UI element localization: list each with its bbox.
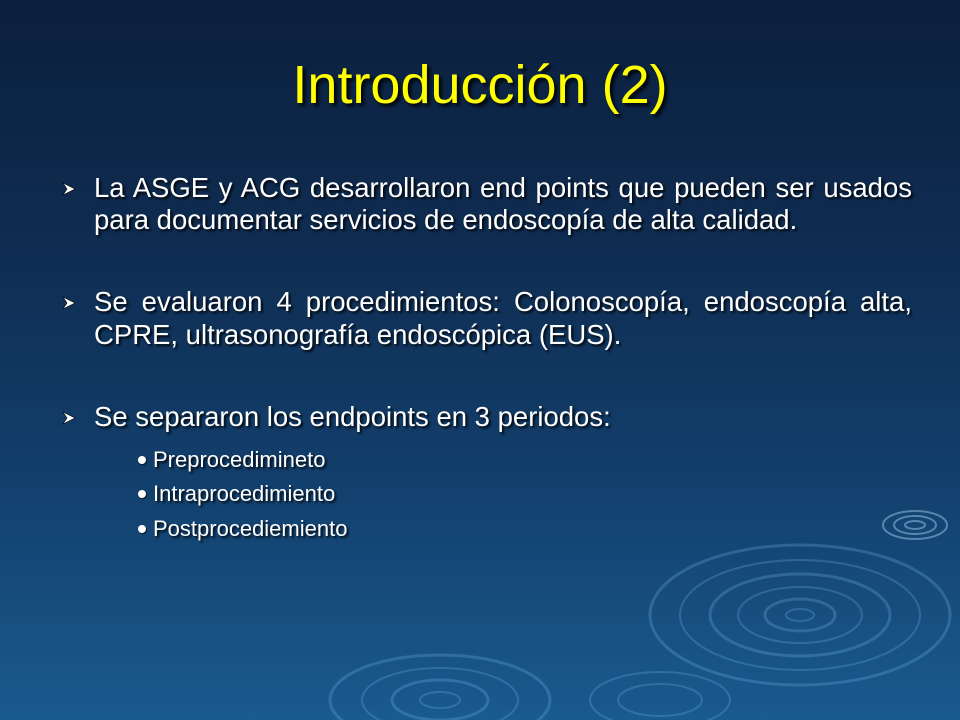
bullet-text: Se separaron los endpoints en 3 periodos: xyxy=(94,400,611,432)
arrowhead-bullet-icon xyxy=(62,411,76,425)
bullet-text: La ASGE y ACG desarrollaron end points que pueden ser usados para documentar servicios de endoscopía de alta calidad. xyxy=(94,172,912,236)
round-dot-bullet-icon xyxy=(138,525,146,533)
bullet-item xyxy=(62,286,912,350)
arrowhead-bullet-icon xyxy=(62,296,76,310)
sub-bullet-text: Intraprocedimiento xyxy=(153,481,336,507)
sub-bullet-text: Preprocedimineto xyxy=(153,446,326,472)
sub-bullet-item xyxy=(138,512,912,547)
sub-bullet-item xyxy=(138,443,912,478)
sub-bullet-list xyxy=(94,443,912,547)
round-dot-bullet-icon xyxy=(138,456,146,464)
bullet-text: Se evaluaron 4 procedimientos: Colonoscopía, endoscopía alta, CPRE, ultrasonografía endoscópica (EUS). xyxy=(94,286,912,350)
sub-bullet-item xyxy=(138,477,912,512)
sub-bullet-text: Postprocediemiento xyxy=(153,515,348,541)
bullet-item xyxy=(62,401,912,547)
bullet-list xyxy=(62,172,912,546)
slide-title: Introducción (2) xyxy=(292,55,668,115)
bullet-item xyxy=(62,172,912,236)
round-dot-bullet-icon xyxy=(138,490,146,498)
arrowhead-bullet-icon xyxy=(62,182,76,196)
